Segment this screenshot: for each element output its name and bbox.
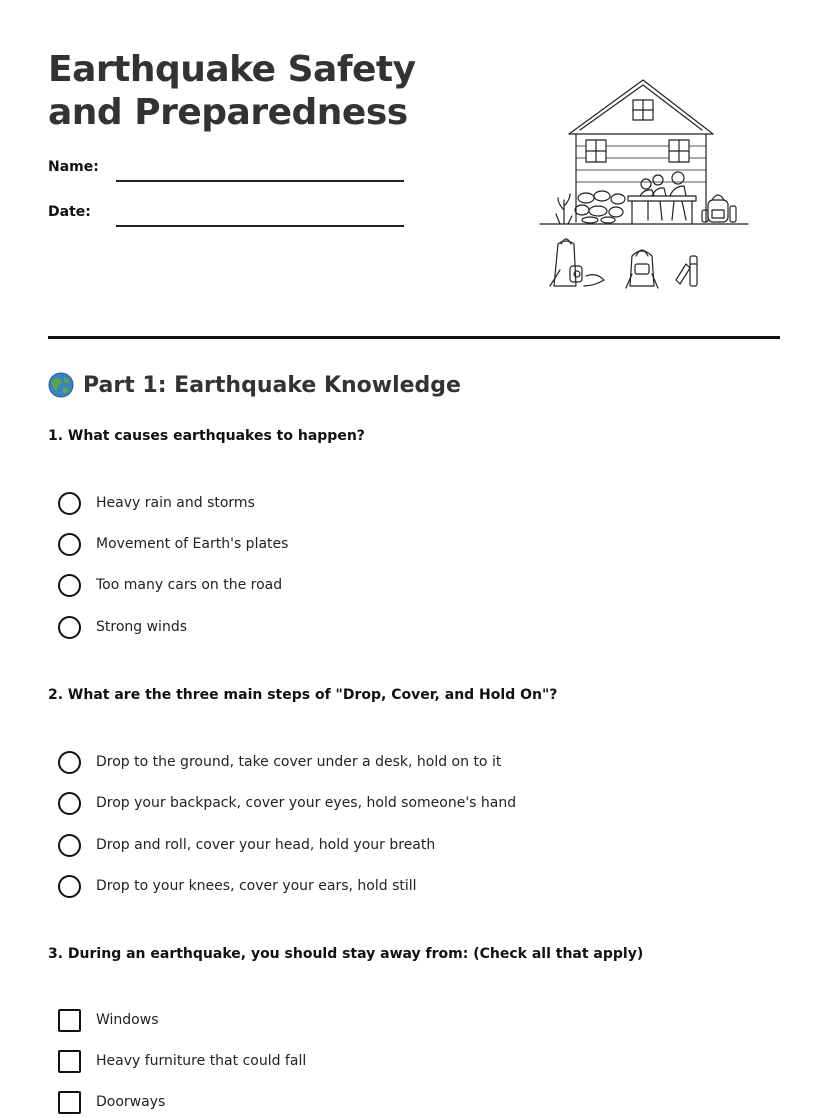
q1-option-4[interactable]	[58, 615, 187, 639]
date-label: Date:	[48, 204, 91, 220]
part-1-heading-text: Part 1: Earthquake Knowledge	[83, 372, 461, 398]
option-label: Drop to your knees, cover your ears, hold still	[96, 878, 417, 894]
backpack-icon	[702, 195, 736, 222]
school-backpack-icon	[626, 250, 658, 288]
date-field[interactable]	[116, 225, 404, 227]
part-1-heading	[48, 372, 461, 398]
q1-option-2[interactable]	[58, 532, 288, 556]
q2-option-1[interactable]	[58, 750, 501, 774]
radio-button[interactable]	[58, 533, 81, 556]
option-label: Movement of Earth's plates	[96, 536, 289, 552]
question-1: 1. What causes earthquakes to happen?	[48, 428, 365, 444]
plant-icon	[556, 194, 572, 224]
question-3: 3. During an earthquake, you should stay away from: (Check all that apply)	[48, 946, 644, 962]
kids-at-table-icon	[628, 172, 696, 224]
q2-option-4[interactable]	[58, 874, 417, 898]
worksheet-title: Earthquake Safety and Preparedness	[48, 49, 416, 133]
house-roof	[569, 80, 713, 134]
option-label: Windows	[96, 1012, 159, 1028]
left-window-icon	[586, 140, 606, 162]
option-label: Heavy rain and storms	[96, 495, 255, 511]
radio-button[interactable]	[58, 792, 81, 815]
q3-option-1[interactable]	[58, 1008, 159, 1032]
radio-button[interactable]	[58, 834, 81, 857]
q1-option-1[interactable]	[58, 491, 255, 515]
stone-foundation	[575, 191, 625, 223]
radio-button[interactable]	[58, 492, 81, 515]
question-2: 2. What are the three main steps of "Drop, Cover, and Hold On"?	[48, 687, 558, 703]
house-illustration	[536, 74, 758, 296]
name-field[interactable]	[116, 180, 404, 182]
radio-button[interactable]	[58, 574, 81, 597]
name-label: Name:	[48, 159, 99, 175]
q2-option-3[interactable]	[58, 833, 435, 857]
radio-button[interactable]	[58, 875, 81, 898]
emergency-backpack-icon	[550, 239, 604, 286]
checkbox[interactable]	[58, 1050, 81, 1073]
option-label: Heavy furniture that could fall	[96, 1053, 307, 1069]
attic-window-icon	[633, 100, 653, 120]
option-label: Drop your backpack, cover your eyes, hold someone's hand	[96, 795, 517, 811]
option-label: Strong winds	[96, 619, 187, 635]
checkbox[interactable]	[58, 1009, 81, 1032]
flashlight-icon	[676, 256, 697, 286]
option-label: Doorways	[96, 1094, 166, 1110]
option-label: Too many cars on the road	[96, 577, 283, 593]
section-divider	[48, 336, 780, 339]
q3-option-3[interactable]	[58, 1090, 165, 1114]
option-label: Drop and roll, cover your head, hold your breath	[96, 837, 436, 853]
checkbox[interactable]	[58, 1091, 81, 1114]
q2-option-2[interactable]	[58, 791, 516, 815]
radio-button[interactable]	[58, 616, 81, 639]
option-label: Drop to the ground, take cover under a desk, hold on to it	[96, 754, 502, 770]
q1-option-3[interactable]	[58, 573, 282, 597]
right-window-icon	[669, 140, 689, 162]
radio-button[interactable]	[58, 751, 81, 774]
q3-option-2[interactable]	[58, 1049, 306, 1073]
globe-icon	[48, 372, 74, 398]
